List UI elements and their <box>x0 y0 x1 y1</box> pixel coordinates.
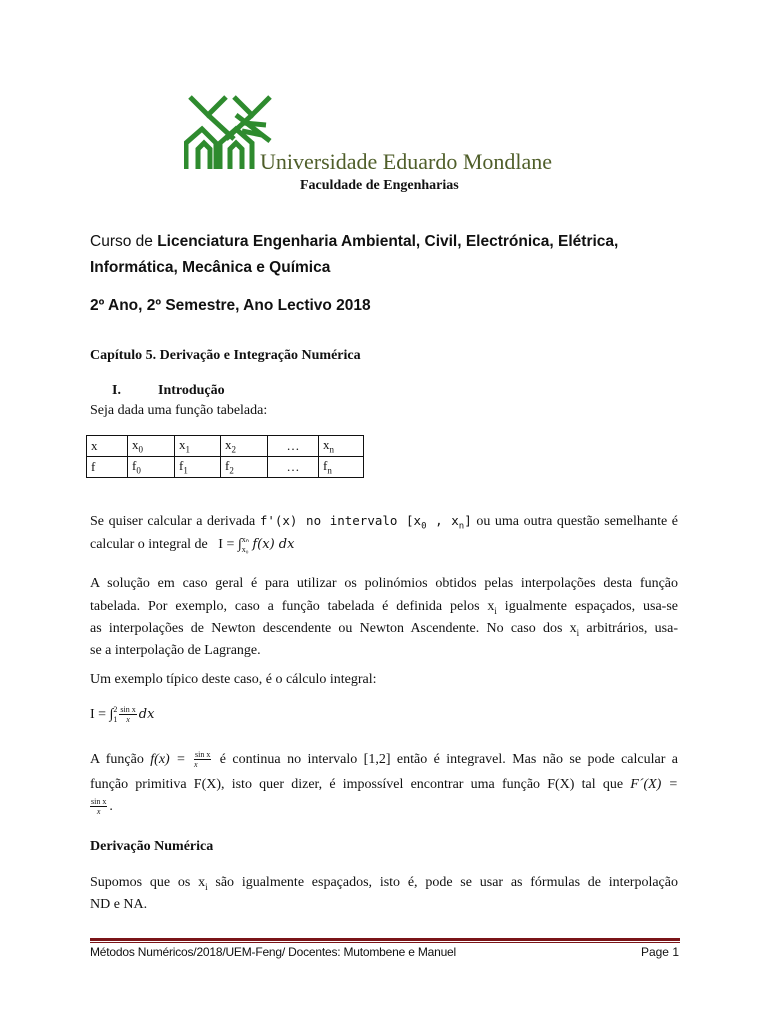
table-cell: f <box>87 457 128 478</box>
footer-rule <box>90 938 680 941</box>
example-integral: I = ∫ 2 1 $\frac{\text{sin x}}{x}$ dx <box>90 704 155 725</box>
table-cell: $x_2$ <box>221 436 268 457</box>
paragraph-function-line-1: A função f(x) = $\frac{\text{sin x}}{x}$ é continua no intervalo [1,2] então é integravel. Mas não se pode calcular a <box>90 750 679 770</box>
paragraph-function-line-2: função primitiva F(X), isto quer dizer, é impossível encontrar uma função F(X) tal que F´(X) = <box>90 777 678 792</box>
paragraph-solution-line-3: as interpolações de Newton descendente ou Newton Ascendente. No caso dos $x_i$ arbitrários, usa- <box>90 621 678 638</box>
table-cell: $f_1$ <box>175 457 221 478</box>
paragraph-solution-line-2: tabelada. Por exemplo, caso a função tabelada é definida pelos $x_i$ igualmente espaçados, usa-se <box>90 599 678 616</box>
page-number: Page 1 <box>640 945 679 959</box>
table-cell: $f_2$ <box>221 457 268 478</box>
table-cell: $x_1$ <box>175 436 221 457</box>
course-programs-cont: Informática, Mecânica e Química <box>90 259 331 276</box>
table-row <box>87 436 364 457</box>
section-number: I. <box>112 383 121 398</box>
table-cell: $f_0$ <box>128 457 175 478</box>
section-heading-derivation: Derivação Numérica <box>90 839 214 854</box>
year-line: 2º Ano, 2º Semestre, Ano Lectivo 2018 <box>90 297 371 314</box>
course-line-2 <box>90 258 330 278</box>
integral-formula: I = ∫ xₙ x₀ f(x) dx <box>218 534 295 554</box>
table-cell: $x_0$ <box>128 436 175 457</box>
function-table <box>86 435 364 478</box>
section-title: Introdução <box>158 383 225 398</box>
paragraph-derivation-line-2: ND e NA. <box>90 897 148 912</box>
table-cell: … <box>268 457 319 478</box>
intro-text: Seja dada uma função tabelada: <box>90 403 268 418</box>
table-row <box>87 457 364 478</box>
chapter-title: Capítulo 5. Derivação e Integração Numérica <box>90 348 361 363</box>
table-cell: … <box>268 436 319 457</box>
paragraph-function-line-3: $\frac{\text{sin x}}{x}$ . <box>91 797 113 817</box>
course-prefix: Curso de <box>90 233 158 250</box>
footer-rule-thin <box>90 942 680 943</box>
course-programs: Licenciatura Engenharia Ambiental, Civil, Electrónica, Elétrica, <box>157 233 619 250</box>
course-line-1 <box>90 232 618 252</box>
paragraph-solution-line-1: A solução em caso geral é para utilizar os polinómios obtidos pelas interpolações desta função <box>90 576 678 591</box>
paragraph-derivative-line-1: Se quiser calcular a derivada f'(x) no intervalo [$x_0$ , $x_n$] ou uma outra questão semelhante é <box>90 513 679 532</box>
faculty-name: Faculdade de Engenharias <box>300 178 459 193</box>
paragraph-solution-line-4: se a interpolação de Lagrange. <box>90 643 261 658</box>
paragraph-derivative-line-2: calcular o integral de I = ∫ xₙ x₀ f(x) dx <box>90 534 295 554</box>
university-name: Universidade Eduardo Mondlane <box>260 149 553 174</box>
table-cell: $f_n$ <box>319 457 364 478</box>
table-cell: x <box>87 436 128 457</box>
table-cell: $x_n$ <box>319 436 364 457</box>
paragraph-derivation-line-1: Supomos que os $x_i$ são igualmente espaçados, isto é, pode se usar as fórmulas de interpolação <box>90 875 678 892</box>
footer-text: Métodos Numéricos/2018/UEM-Feng/ Docentes: Mutombene e Manuel <box>90 945 456 959</box>
paragraph-example: Um exemplo típico deste caso, é o cálculo integral: <box>90 672 377 687</box>
